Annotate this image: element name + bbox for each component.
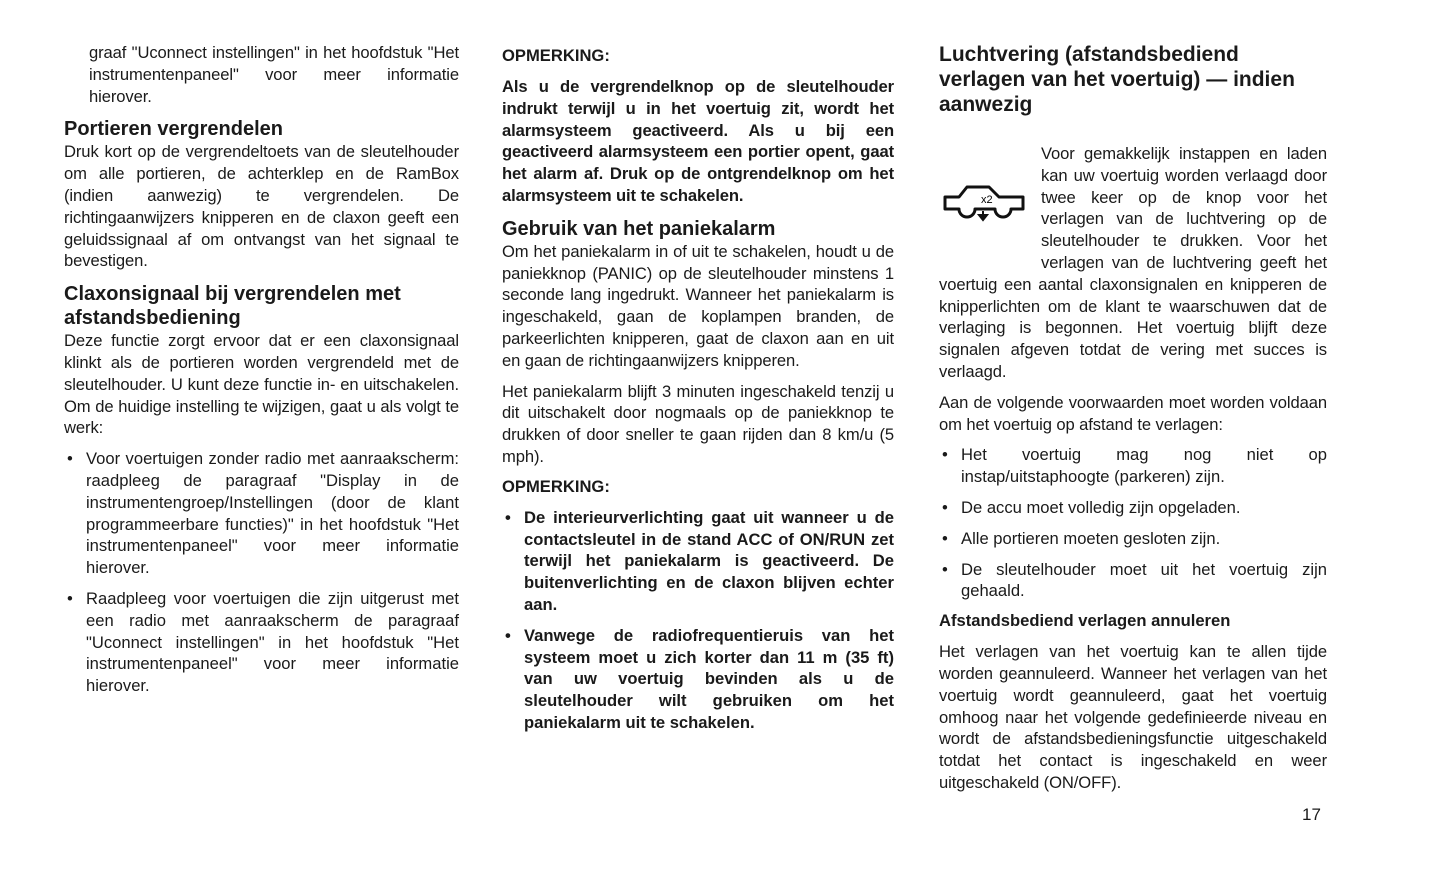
section-heading: Afstandsbediend verlagen annuleren — [939, 611, 1231, 631]
list-item: • Het voertuig mag nog niet op instap/uitstaphoogte (parkeren) zijn. — [939, 444, 1327, 488]
list-item: • Vanwege de radiofrequentieruis van het systeem moet u zich korter dan 11 m (35 ft) van uw voertuig bevinden als u de sleutelhouder wilt gebruiken om het paniekalarm uit te schakelen. — [502, 625, 894, 734]
list-item: • Voor voertuigen zonder radio met aanraakscherm: raadpleeg de paragraaf "Display in de instrumentengroep/Instellingen (door de klant programmeerbare functies)" in het hoofdstuk "Het instrumentenpaneel" voor meer informatie hierover. — [64, 448, 459, 579]
list-item: • Raadpleeg voor voertuigen die zijn uitgerust met een radio met aanraakscherm de paragraaf "Uconnect instellingen" in het hoofdstuk "Het instrumentenpaneel" voor meer informatie hierover. — [64, 588, 459, 697]
paragraph: Om het paniekalarm in of uit te schakelen, houdt u de paniekknop (PANIC) op de sleutelhouder minstens 1 seconde lang ingedrukt. Wanneer het paniekalarm is ingeschakeld, gaan de koplampen branden, de parkeerlichten knipperen, gaat de claxon aan en uit en gaan de richtingaanwijzers knipperen. — [502, 241, 894, 370]
section-heading: Claxonsignaal bij vergrendelen met afstandsbediening — [64, 283, 401, 330]
section-heading: OPMERKING: — [502, 476, 610, 496]
vehicle-lower-x2-icon — [939, 143, 1041, 253]
column-3 — [939, 42, 1327, 803]
section-heading: Portieren vergrendelen — [64, 118, 283, 141]
paragraph: Aan de volgende voorwaarden moet worden voldaan om het voertuig op afstand te verlagen: — [939, 392, 1327, 434]
bullet-list — [64, 448, 459, 697]
column-1 — [64, 42, 459, 706]
list-item: • Alle portieren moeten gesloten zijn. — [939, 528, 1327, 550]
paragraph: Als u de vergrendelknop op de sleutelhouder indrukt terwijl u in het voertuig zit, wordt het alarmsysteem geactiveerd. Als u bij een geactiveerd alarmsysteem een portier opent, gaat het alarm af. Druk op de ontgrendelknop om het alarmsysteem uit te schakelen. — [502, 77, 894, 205]
paragraph: Voor gemakkelijk instappen en laden kan uw voertuig worden verlaagd door twee keer op de knop voor het verlagen van de luchtvering op de sleutelhouder te drukken. Voor het verlagen van de luchtvering geeft het voertuig een aantal claxonsignalen en knipperen de knipperlichten om de klant te waarschuwen dat de verlaging is begonnen. Het voertuig blijft deze signalen afgeven totdat de vering met succes is verlaagd. — [939, 144, 1327, 381]
list-item: • De sleutelhouder moet uit het voertuig zijn gehaald. — [939, 559, 1327, 603]
page-number: 17 — [1302, 805, 1321, 824]
section-heading: OPMERKING: — [502, 46, 610, 65]
list-item: • De interieurverlichting gaat uit wanneer u de contactsleutel in de stand ACC of ON/RUN zet terwijl het paniekalarm is geactiveerd. De buitenverlichting en de claxon blijven echter aan. — [502, 507, 894, 616]
list-item: • De accu moet volledig zijn opgeladen. — [939, 497, 1327, 519]
bullet-list — [502, 507, 894, 734]
section-heading: Gebruik van het paniekalarm — [502, 217, 776, 240]
column-2 — [502, 42, 894, 743]
paragraph: Het paniekalarm blijft 3 minuten ingeschakeld tenzij u dit uitschakelt door nogmaals op de paniekknop te drukken of door sneller te gaan rijden dan 8 km/u (5 mph). — [502, 381, 894, 466]
x2-label: x2 — [981, 194, 993, 206]
bullet-list — [939, 444, 1327, 602]
paragraph: Deze functie zorgt ervoor dat er een claxonsignaal klinkt als de portieren worden vergrendeld met de sleutelhouder. U kunt deze functie in- en uitschakelen. Om de huidige instelling te wijzigen, gaat u als volgt te werk: — [64, 331, 459, 438]
paragraph: Druk kort op de vergrendeltoets van de sleutelhouder om alle portieren, de achterklep en de RamBox (indien aanwezig) te vergrendelen. De richtingaanwijzers knipperen en de claxon geeft een geluidssignaal af om ontvangst van het signaal te bevestigen. — [64, 142, 459, 271]
section-heading: Luchtvering (afstandsbediend verlagen van het voertuig) — indien aanwezig — [939, 43, 1295, 116]
paragraph: Het verlagen van het voertuig kan te allen tijde worden geannuleerd. Wanneer het verlagen van het voertuig wordt geannuleerd, gaat het voertuig omhoog naar het volgende gedefinieerde niveau en wordt de afstandsbedieningsfunctie uitgeschakeld totdat het contact is ingeschakeld en weer uitgeschakeld (ON/OFF). — [939, 642, 1327, 792]
paragraph: graaf "Uconnect instellingen" in het hoofdstuk "Het instrumentenpaneel" voor meer informatie hierover. — [89, 43, 459, 106]
